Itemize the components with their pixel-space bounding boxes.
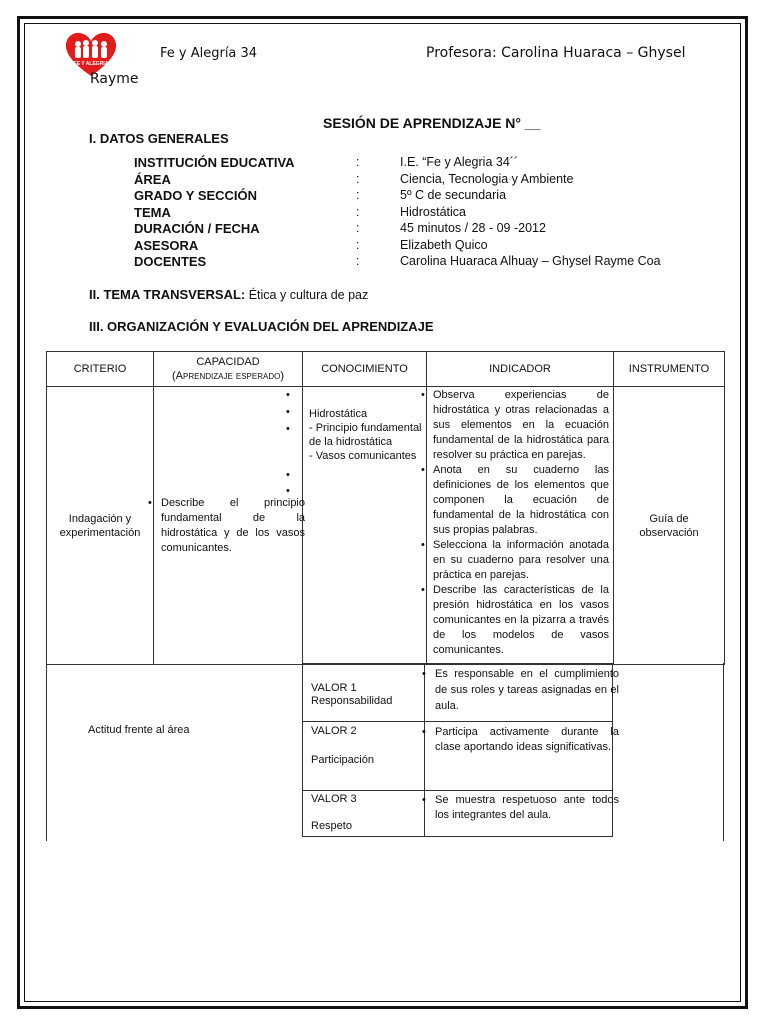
valores-table xyxy=(302,663,619,837)
criterio-indagacion: Indagación y experimentación xyxy=(47,387,154,665)
actitud-right-border xyxy=(723,663,724,841)
header-indicador: INDICADOR xyxy=(427,352,614,387)
capacidad-text: • Describe el principio fundamental de la hidrostática y de los vasos comunicantes. xyxy=(147,496,305,556)
section-1-heading: I. DATOS GENERALES xyxy=(89,131,229,146)
valor-1-name: Responsabilidad xyxy=(311,695,393,707)
table-row-indagacion xyxy=(47,387,725,665)
teacher-line-1: Profesora: Carolina Huaraca – Ghysel xyxy=(426,45,686,61)
valor-3-name: Respeto xyxy=(311,820,352,832)
school-name: Fe y Alegría 34 xyxy=(160,46,258,61)
indicador-3: • Selecciona la información anotada en su cuaderno para resolver una práctica en parejas. xyxy=(420,538,609,583)
data-row-docentes: DOCENTES : Carolina Huaraca Alhuay – Ghysel Rayme Coa xyxy=(134,254,661,269)
actitud-criterio: Actitud frente al área xyxy=(88,724,190,736)
evaluation-table xyxy=(46,351,725,665)
indicador-2: • Anota en su cuaderno las definiciones de los elementos que componen la ecuación de fundamental de la hidrostática con sus propias palabras. xyxy=(420,463,609,538)
data-row-institucion: INSTITUCIÓN EDUCATIVA : I.E. “Fe y Alegria 34´´ xyxy=(134,155,519,170)
capacidad-cell: • • • • • • Describe el principio fundamental de la hidrostática y de los vasos comunicantes. xyxy=(154,387,303,665)
session-title: SESIÓN DE APRENDIZAJE N° __ xyxy=(323,115,541,131)
valor-1-indicador: • Es responsable en el cumplimiento de sus roles y tareas asignadas en el aula. xyxy=(421,666,619,714)
table-header-row xyxy=(47,352,725,387)
valor-row-2 xyxy=(302,722,619,791)
valor-3-label: VALOR 3 xyxy=(311,793,357,805)
valor-2-name: Participación xyxy=(311,754,374,766)
section-2-heading: II. TEMA TRANSVERSAL: xyxy=(89,287,246,302)
general-data-list xyxy=(134,155,694,271)
section-2 xyxy=(89,287,368,302)
instrumento-cell: Guía de observación xyxy=(614,387,725,665)
valor-row-1 xyxy=(302,663,619,722)
valor-2-label: VALOR 2 xyxy=(311,725,357,737)
indicador-1: • Observa experiencias de hidrostática y otras relacionadas a sus elementos en la ecuación fundamental de la hidrostática para resolver su práctica en parejas. xyxy=(420,388,609,463)
actitud-left-border xyxy=(46,663,47,841)
svg-text:FE Y ALEGRIA: FE Y ALEGRIA xyxy=(73,61,109,67)
section-2-value: Ética y cultura de paz xyxy=(245,288,369,302)
header-conocimiento: CONOCIMIENTO xyxy=(303,352,427,387)
data-row-tema: TEMA : Hidrostática xyxy=(134,204,466,220)
header-criterio: CRITERIO xyxy=(47,352,154,387)
header-instrumento: INSTRUMENTO xyxy=(614,352,725,387)
teacher-line-2: Rayme xyxy=(90,71,139,87)
data-row-area: ÁREA : Ciencia, Tecnologia y Ambiente xyxy=(134,171,574,187)
data-row-grado: GRADO Y SECCIÓN : 5º C de secundaria xyxy=(134,188,507,203)
data-row-asesora: ASESORA : Elizabeth Quico xyxy=(134,237,488,253)
conocimiento-cell: Hidrostática - Principio fundamental de la hidrostática - Vasos comunicantes xyxy=(303,387,427,665)
section-3-heading: III. ORGANIZACIÓN Y EVALUACIÓN DEL APRENDIZAJE xyxy=(89,319,434,334)
valor-2-indicador: • Participa activamente durante la clase aportando ideas significativas. xyxy=(421,725,619,755)
data-row-duracion: DURACIÓN / FECHA : 45 minutos / 28 - 09 -2012 xyxy=(134,221,546,236)
valor-row-3 xyxy=(302,791,619,837)
valor-3-indicador: • Se muestra respetuoso ante todos los integrantes del aula. xyxy=(421,793,619,823)
indicador-4: • Describe las características de la presión hidrostática en los vasos comunicantes en la pizarra a través de los modelos de vasos comunicantes. xyxy=(420,583,609,658)
valor-1-label: VALOR 1 xyxy=(311,682,357,694)
indicador-cell xyxy=(427,387,614,665)
header-capacidad: CAPACIDAD (Aprendizaje esperado) xyxy=(154,352,303,387)
